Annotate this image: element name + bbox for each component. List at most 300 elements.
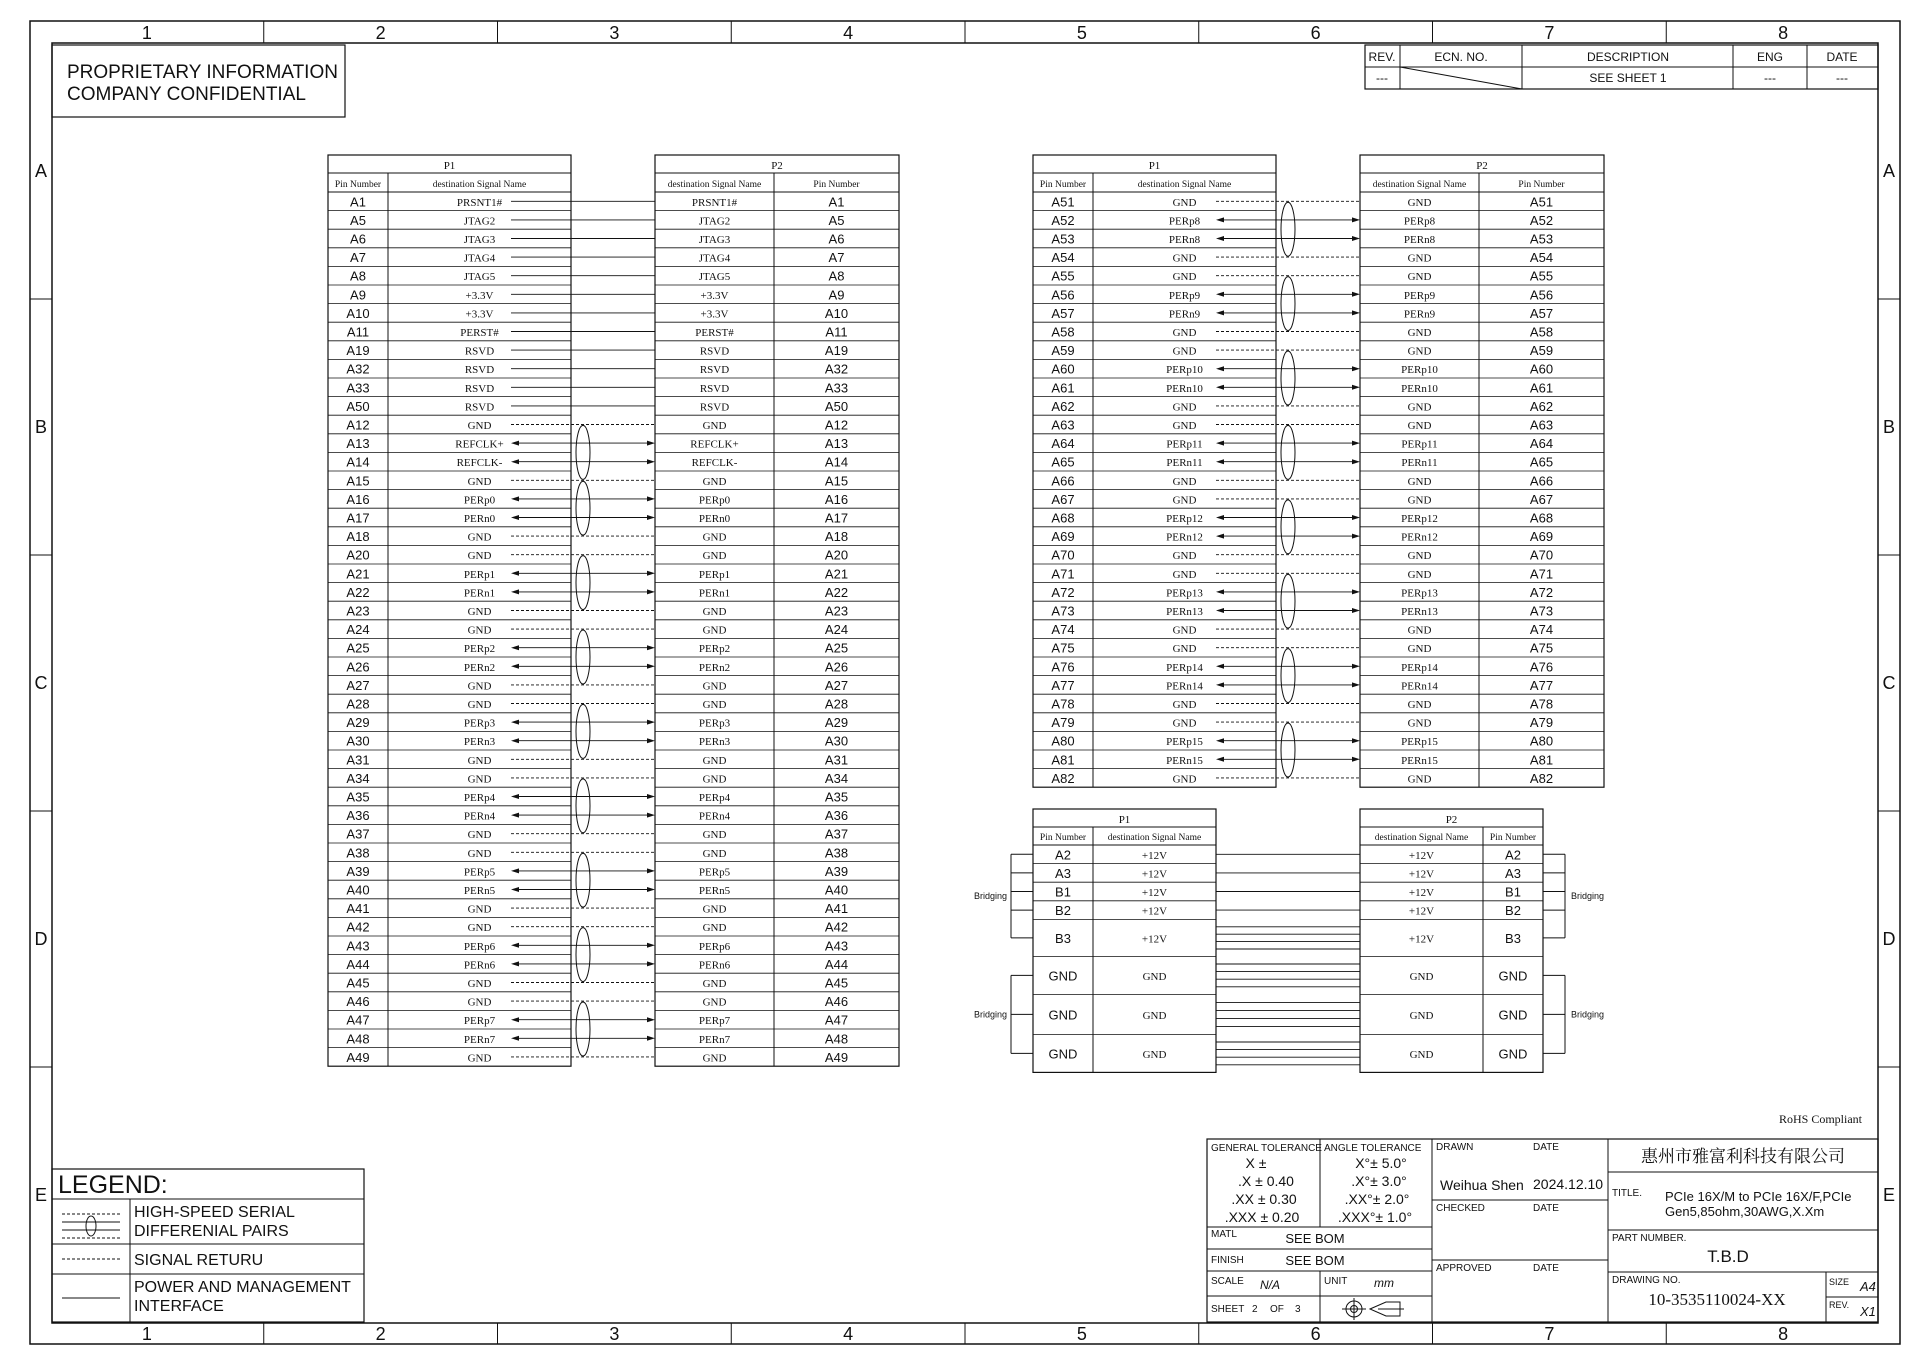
right-p1-pin-number: A75 (1051, 640, 1075, 656)
right-p1-pin-number: A58 (1051, 324, 1075, 340)
rev-header-description: DESCRIPTION (1586, 50, 1670, 64)
right-p1-pin-number: A67 (1051, 491, 1075, 507)
right-p2-pin-header: Pin Number (1518, 180, 1565, 190)
left-p1-pin-number: A37 (346, 826, 370, 842)
arrow-right-icon (647, 943, 655, 948)
left-p2-pin-number: A39 (824, 863, 849, 879)
right-p2-signal-name: PERp14 (1401, 661, 1438, 674)
left-p2-pin-number: A22 (824, 584, 849, 600)
right-p1-pin-number: A81 (1051, 752, 1075, 768)
left-p2-pin-number: A10 (824, 305, 849, 321)
arrow-right-icon (647, 1036, 655, 1041)
left-p2-pin-number: A25 (824, 640, 849, 656)
finish-value: SEE BOM (1285, 1253, 1345, 1268)
left-p2-pin-number: A12 (824, 417, 849, 433)
grid-column-bottom-3: 3 (609, 1324, 620, 1344)
left-p2-signal-name: GND (702, 531, 727, 544)
arrow-left-icon (511, 441, 519, 446)
power-p1-pin-number: B3 (1055, 930, 1071, 946)
arrow-left-icon (511, 664, 519, 669)
rev-value-description: SEE SHEET 1 (1589, 71, 1667, 85)
drawn-date-label: DATE (1533, 1142, 1559, 1153)
arrow-left-icon (511, 961, 519, 966)
right-p1-signal-name: GND (1172, 717, 1197, 730)
left-p2-signal-name: PERp2 (698, 643, 731, 656)
right-p1-pin-number: A71 (1051, 566, 1075, 582)
left-p2-pin-number: A8 (828, 268, 845, 284)
left-p2-signal-name: +3.3V (700, 308, 729, 321)
proprietary-box (52, 45, 345, 117)
arrow-left-icon (1216, 366, 1224, 371)
power-p1-pin-number: A2 (1055, 847, 1071, 863)
right-p1-pin-number: A73 (1051, 603, 1075, 619)
left-p2-signal-name: GND (702, 475, 727, 488)
grid-column-bottom-6: 6 (1310, 1324, 1321, 1344)
left-p2-signal-name: GND (702, 624, 727, 637)
arrow-left-icon (1216, 664, 1224, 669)
arrow-right-icon (647, 459, 655, 464)
left-p1-pin-number: A16 (346, 491, 370, 507)
left-p2-pin-number: A15 (824, 473, 849, 489)
left-p1-pin-number: A26 (346, 659, 370, 675)
right-p1-signal-name: PERp13 (1166, 587, 1203, 600)
left-p1-signal-name: GND (467, 978, 492, 990)
right-p1-signal-name: GND (1172, 624, 1197, 637)
right-p1-signal-name: GND (1172, 327, 1197, 339)
left-p2-pin-header: Pin Number (813, 180, 860, 190)
right-p1-pin-number: A69 (1051, 529, 1075, 545)
right-p1-signal-name: GND (1172, 420, 1197, 432)
right-p2-signal-name: GND (1407, 345, 1432, 358)
left-p1-pin-number: A28 (346, 696, 370, 712)
diff-pair-marker (1281, 723, 1295, 777)
left-p1-pin-number: A45 (346, 975, 370, 991)
right-p1-signal-name: PERp8 (1168, 215, 1201, 228)
left-p2-pin-number: A24 (824, 622, 849, 638)
left-p1-signal-name: PERn1 (463, 587, 496, 600)
pin-table-right (1033, 155, 1604, 787)
power-p2-signal-name: +12V (1408, 905, 1435, 918)
arrow-left-icon (511, 496, 519, 501)
right-p2-signal-name: GND (1407, 401, 1432, 414)
left-p2-pin-number: A28 (824, 696, 849, 712)
at-value-2: .XX°± 2.0° (1344, 1191, 1410, 1207)
power-p1-signal-name: +12V (1141, 905, 1168, 918)
left-p2-pin-number: A49 (824, 1049, 849, 1065)
power-p2-connector-label: P2 (1445, 814, 1458, 826)
unit-label: UNIT (1324, 1276, 1348, 1287)
arrow-right-icon (647, 887, 655, 892)
arrow-right-icon (1352, 589, 1360, 594)
left-p2-signal-name: GND (702, 978, 727, 990)
left-p2-pin-number: A9 (828, 287, 845, 303)
left-p1-pin-number: A44 (346, 956, 370, 972)
left-p2-signal-name: JTAG2 (698, 215, 731, 228)
left-p2-signal-name: PERn4 (698, 810, 731, 823)
arrow-right-icon (647, 1017, 655, 1022)
right-p1-signal-name: PERp9 (1168, 289, 1201, 302)
left-p1-signal-name: GND (467, 922, 492, 935)
right-p1-pin-header: Pin Number (1039, 180, 1087, 190)
right-p2-pin-number: A81 (1529, 752, 1554, 768)
left-p1-pin-number: A33 (346, 380, 370, 396)
right-p2-signal-name: GND (1407, 271, 1432, 284)
left-p2-signal-name: RSVD (699, 364, 730, 377)
company-name: 惠州市雅富利科技有限公司 (1641, 1147, 1845, 1166)
left-p1-pin-number: A17 (346, 510, 370, 526)
left-p1-signal-header: destination Signal Name (432, 180, 527, 190)
left-p2-pin-number: A46 (824, 994, 849, 1010)
arrow-left-icon (511, 515, 519, 520)
arrow-right-icon (647, 441, 655, 446)
power-p1-signal-name: +12V (1141, 887, 1168, 899)
left-p2-signal-name: REFCLK+ (690, 438, 739, 451)
right-p2-pin-number: A64 (1529, 436, 1554, 452)
right-p1-signal-name: PERn13 (1166, 606, 1203, 618)
diff-pair-marker (576, 928, 590, 982)
power-p1-pin-number: B2 (1055, 903, 1071, 919)
left-p2-pin-number: A26 (824, 659, 849, 675)
grid-row-left-A: A (34, 161, 48, 181)
left-p2-signal-name: GND (702, 996, 727, 1009)
approved-date-label: DATE (1533, 1263, 1559, 1274)
rohs-label: RoHS Compliant (1778, 1112, 1862, 1126)
diff-pair-marker (576, 630, 590, 684)
right-p2-signal-name: GND (1407, 643, 1432, 656)
left-p1-signal-name: PERn6 (463, 959, 496, 972)
left-p2-signal-name: GND (702, 829, 727, 842)
arrow-left-icon (511, 589, 519, 594)
right-p2-pin-number: A67 (1529, 491, 1554, 507)
left-p1-pin-number: A32 (346, 361, 370, 377)
left-p2-signal-name: PERp3 (698, 717, 731, 730)
arrow-right-icon (647, 720, 655, 725)
left-p1-signal-name: PERp3 (463, 717, 496, 730)
left-p1-signal-name: GND (467, 420, 492, 432)
right-p2-signal-name: PERp15 (1401, 736, 1438, 749)
power-p1-pin-number: B1 (1055, 884, 1071, 900)
left-p1-pin-number: A48 (346, 1031, 370, 1047)
left-p2-pin-number: A48 (824, 1031, 849, 1047)
title-label: TITLE. (1612, 1188, 1643, 1199)
left-p1-signal-name: GND (467, 1052, 492, 1065)
right-p1-pin-number: A68 (1051, 510, 1075, 526)
gt-value-2: .XX ± 0.30 (1231, 1191, 1297, 1207)
right-p2-signal-name: PERn12 (1401, 531, 1438, 544)
left-p2-signal-name: PERp7 (698, 1015, 731, 1028)
arrow-right-icon (1352, 738, 1360, 743)
left-p1-signal-name: JTAG2 (463, 215, 496, 228)
left-p2-pin-number: A37 (824, 826, 849, 842)
left-p1-pin-number: A20 (346, 547, 370, 563)
right-p1-signal-name: GND (1172, 475, 1197, 488)
left-p1-signal-name: GND (467, 699, 492, 711)
right-p1-pin-number: A59 (1051, 343, 1075, 359)
arrow-left-icon (511, 645, 519, 650)
left-p1-pin-number: A13 (346, 436, 370, 452)
left-p2-signal-name: PERn5 (698, 885, 731, 897)
left-p1-pin-number: A15 (346, 473, 370, 489)
right-p1-signal-name: GND (1172, 550, 1197, 563)
power-p1-signal-name: +12V (1141, 849, 1168, 862)
arrow-left-icon (511, 738, 519, 743)
left-p2-pin-number: A18 (824, 529, 849, 545)
right-p2-pin-number: A58 (1529, 324, 1554, 340)
diff-pair-marker (576, 481, 590, 535)
part-number-value: T.B.D (1707, 1247, 1749, 1266)
arrow-right-icon (1352, 534, 1360, 539)
diff-pair-marker (1281, 202, 1295, 256)
left-p1-signal-name: PERp6 (463, 940, 496, 953)
left-p2-signal-name: GND (702, 847, 727, 860)
left-p1-signal-name: REFCLK+ (455, 438, 504, 451)
right-p2-signal-name: PERn13 (1401, 606, 1438, 618)
legend-item3-line1: POWER AND MANAGEMENT (134, 1279, 351, 1296)
arrow-left-icon (1216, 292, 1224, 297)
arrow-right-icon (1352, 459, 1360, 464)
right-p2-pin-number: A82 (1529, 770, 1554, 786)
power-p2-signal-name: GND (1409, 1048, 1434, 1061)
rev-header-date: DATE (1826, 50, 1858, 64)
arrow-right-icon (1352, 515, 1360, 520)
grid-column-bottom-5: 5 (1076, 1324, 1087, 1344)
rev-value: X1 (1860, 1304, 1876, 1319)
left-p2-signal-name: PERp4 (698, 792, 731, 804)
left-p2-pin-number: A21 (824, 566, 849, 582)
drawn-label: DRAWN (1436, 1142, 1474, 1153)
legend-item1-line2: DIFFERENIAL PAIRS (134, 1223, 289, 1240)
right-p2-signal-name: GND (1407, 252, 1432, 265)
left-p2-pin-number: A11 (825, 324, 848, 340)
right-p1-pin-number: A63 (1051, 417, 1075, 433)
arrow-left-icon (511, 459, 519, 464)
drawing-number-value: 10-3535110024-XX (1648, 1290, 1786, 1309)
arrow-right-icon (647, 664, 655, 669)
left-p1-signal-name: +3.3V (465, 308, 494, 321)
power-p1-pin-number: GND (1048, 1046, 1078, 1062)
left-p2-signal-name: GND (702, 773, 727, 786)
left-p1-pin-number: A22 (346, 584, 370, 600)
right-p1-signal-name: PERn10 (1166, 382, 1203, 395)
arrow-left-icon (1216, 608, 1224, 613)
right-p1-pin-number: A80 (1051, 733, 1075, 749)
diff-pair-marker (576, 425, 590, 479)
arrow-right-icon (1352, 292, 1360, 297)
left-p1-pin-number: A9 (350, 287, 366, 303)
legend-item3-line2: INTERFACE (134, 1298, 224, 1315)
grid-column-bottom-1: 1 (141, 1324, 152, 1344)
right-p2-signal-name: GND (1407, 624, 1432, 637)
at-value-0: X°± 5.0° (1355, 1155, 1407, 1171)
power-p1-signal-name: GND (1142, 1009, 1167, 1022)
right-p2-pin-number: A69 (1529, 529, 1554, 545)
right-p1-signal-name: GND (1172, 494, 1197, 507)
right-p2-pin-number: A72 (1529, 584, 1554, 600)
right-p2-signal-name: PERn11 (1401, 457, 1438, 470)
right-p2-pin-number: A66 (1529, 473, 1554, 489)
left-p2-signal-name: PERn6 (698, 959, 731, 972)
scale-label: SCALE (1211, 1276, 1244, 1287)
left-p2-signal-name: PERn0 (698, 513, 731, 525)
revision-block (1365, 45, 1878, 89)
grid-row-left-D: D (34, 929, 48, 949)
right-p1-pin-number: A55 (1051, 268, 1075, 284)
left-p1-pin-number: A31 (346, 752, 370, 768)
left-p1-pin-number: A35 (346, 789, 370, 805)
left-p2-pin-number: A40 (824, 882, 849, 898)
diff-pair-marker (576, 556, 590, 610)
left-p2-signal-name: GND (702, 754, 727, 767)
left-p1-pin-number: A43 (346, 938, 370, 954)
power-p1-signal-header: destination Signal Name (1107, 833, 1202, 843)
left-p1-pin-number: A46 (346, 994, 370, 1010)
arrow-left-icon (1216, 757, 1224, 762)
arrow-right-icon (1352, 682, 1360, 687)
arrow-left-icon (511, 571, 519, 576)
left-p2-signal-name: +3.3V (700, 289, 729, 302)
left-p1-pin-number: A40 (346, 882, 370, 898)
arrow-left-icon (1216, 236, 1224, 241)
left-p2-pin-number: A31 (824, 752, 849, 768)
left-p2-signal-name: GND (702, 680, 727, 693)
power-p2-signal-name: GND (1409, 1009, 1434, 1022)
checked-date-label: DATE (1533, 1203, 1559, 1214)
power-p2-pin-number: B3 (1505, 930, 1521, 946)
left-p1-pin-number: A21 (346, 566, 370, 582)
diff-pair-marker (1281, 277, 1295, 331)
right-p2-pin-number: A61 (1529, 380, 1554, 396)
left-p1-signal-name: PERp7 (463, 1015, 496, 1028)
right-p1-signal-name: PERp15 (1166, 736, 1203, 749)
left-p2-pin-number: A32 (824, 361, 849, 377)
right-p2-pin-number: A80 (1529, 733, 1554, 749)
arrow-right-icon (647, 645, 655, 650)
right-p2-pin-number: A79 (1529, 715, 1554, 731)
power-p2-pin-number: GND (1498, 1007, 1528, 1023)
left-p1-pin-number: A23 (346, 603, 370, 619)
left-p1-pin-header: Pin Number (334, 180, 382, 190)
left-p2-pin-number: A27 (824, 677, 849, 693)
left-p2-signal-name: GND (702, 922, 727, 935)
arrow-left-icon (511, 813, 519, 818)
right-p2-connector-label: P2 (1476, 160, 1488, 172)
sheet-of-label: OF (1270, 1304, 1284, 1315)
arrow-left-icon (1216, 441, 1224, 446)
bridging-label: Bridging (1571, 1009, 1605, 1020)
right-p2-signal-name: GND (1407, 494, 1432, 507)
left-p1-pin-number: A49 (346, 1049, 370, 1065)
arrow-right-icon (1352, 236, 1360, 241)
left-p1-signal-name: RSVD (464, 382, 495, 395)
sheet-label: SHEET (1211, 1304, 1245, 1315)
right-p1-signal-name: PERp11 (1166, 438, 1203, 451)
right-p1-pin-number: A62 (1051, 398, 1075, 414)
right-p2-pin-number: A60 (1529, 361, 1554, 377)
right-p2-signal-name: GND (1407, 568, 1432, 581)
left-p1-signal-name: PERn0 (463, 513, 496, 525)
gt-value-3: .XXX ± 0.20 (1224, 1209, 1300, 1225)
right-p2-signal-name: GND (1407, 773, 1432, 786)
diff-pair-marker (576, 704, 590, 758)
left-p2-signal-name: GND (702, 1052, 727, 1065)
left-p2-connector-label: P2 (771, 160, 783, 172)
right-p1-pin-number: A61 (1051, 380, 1075, 396)
left-p1-signal-name: GND (467, 680, 492, 693)
left-p2-pin-number: A35 (824, 789, 849, 805)
power-p1-pin-number: GND (1048, 968, 1078, 984)
arrow-right-icon (647, 589, 655, 594)
left-p1-signal-name: GND (467, 847, 492, 860)
grid-row-right-B: B (1882, 417, 1896, 437)
rev-value-eng: --- (1764, 71, 1776, 85)
right-p1-pin-number: A64 (1051, 436, 1075, 452)
left-p2-signal-name: PERp1 (698, 568, 731, 581)
left-p2-pin-number: A1 (828, 194, 845, 210)
grid-column-top-7: 7 (1544, 23, 1555, 43)
right-p2-signal-name: GND (1407, 475, 1432, 488)
left-p1-signal-name: PERp2 (463, 643, 496, 656)
grid-column-top-8: 8 (1778, 23, 1789, 43)
right-p2-signal-name: GND (1407, 699, 1432, 711)
left-p2-signal-name: GND (702, 420, 727, 432)
arrow-left-icon (1216, 385, 1224, 390)
left-p2-pin-number: A23 (824, 603, 849, 619)
arrow-left-icon (511, 868, 519, 873)
right-p1-signal-name: PERp12 (1166, 513, 1203, 525)
left-p1-signal-name: GND (467, 829, 492, 842)
outer-frame (30, 21, 1900, 1344)
right-p2-signal-header: destination Signal Name (1372, 180, 1467, 190)
left-p2-pin-number: A17 (824, 510, 849, 526)
arrow-right-icon (1352, 757, 1360, 762)
left-p2-signal-name: PERn1 (698, 587, 731, 600)
right-p1-pin-number: A76 (1051, 659, 1075, 675)
title-line2: Gen5,85ohm,30AWG,X.Xm (1665, 1204, 1825, 1219)
right-p2-signal-name: PERn10 (1401, 382, 1438, 395)
left-p2-pin-number: A42 (824, 919, 849, 935)
left-p2-pin-number: A38 (824, 845, 849, 861)
left-p1-pin-number: A14 (346, 454, 370, 470)
grid-row-left-B: B (34, 417, 48, 437)
drawn-date: 2024.12.10 (1533, 1176, 1604, 1192)
scale-value: N/A (1259, 1278, 1281, 1292)
right-p1-signal-name: PERn11 (1166, 457, 1203, 470)
arrow-right-icon (647, 868, 655, 873)
right-p1-pin-number: A60 (1051, 361, 1075, 377)
left-p1-pin-number: A12 (346, 417, 370, 433)
diff-pair-marker (1281, 649, 1295, 703)
left-p1-signal-name: GND (467, 606, 492, 618)
left-p1-pin-number: A10 (346, 305, 370, 321)
arrow-right-icon (647, 571, 655, 576)
arrow-left-icon (511, 943, 519, 948)
left-p1-signal-name: PERp5 (463, 866, 496, 879)
left-p2-pin-number: A36 (824, 808, 849, 824)
left-p2-signal-name: GND (702, 699, 727, 711)
sheet-number: 2 (1252, 1304, 1258, 1315)
right-p2-pin-number: A73 (1529, 603, 1554, 619)
power-section (974, 809, 1604, 1072)
right-p1-pin-number: A54 (1051, 250, 1075, 266)
left-p2-signal-name: PERn7 (698, 1033, 731, 1046)
left-p2-signal-name: REFCLK- (691, 457, 738, 470)
left-p1-signal-name: RSVD (464, 345, 495, 358)
grid-row-left-E: E (34, 1185, 48, 1205)
left-p1-pin-number: A34 (346, 770, 370, 786)
right-p1-pin-number: A77 (1051, 677, 1075, 693)
left-p1-pin-number: A25 (346, 640, 370, 656)
grid-column-top-2: 2 (375, 23, 386, 43)
